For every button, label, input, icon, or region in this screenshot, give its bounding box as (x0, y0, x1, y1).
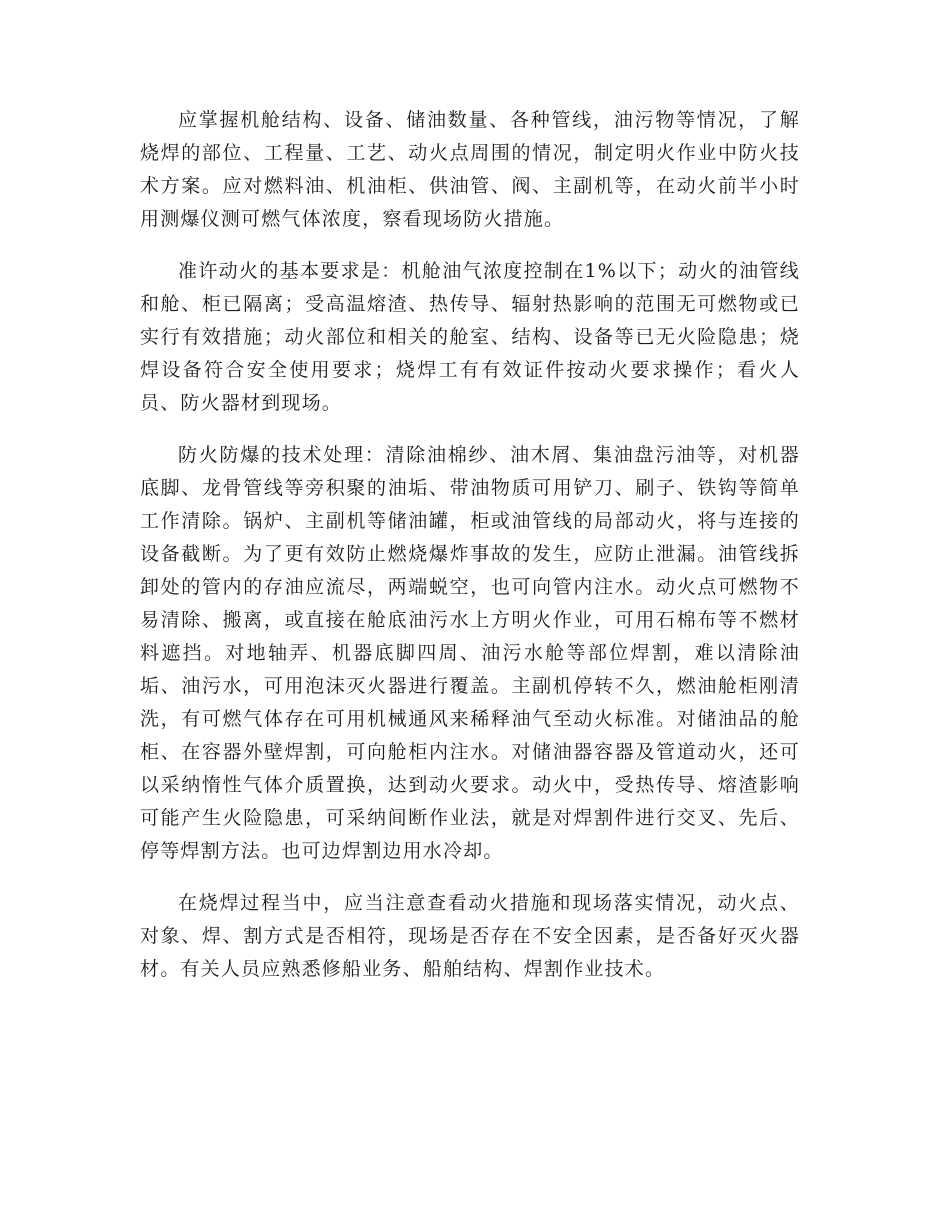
paragraph-4: 在烧焊过程当中，应当注意查看动火措施和现场落实情况，动火点、对象、焊、割方式是否相符，现场是否存在不安全因素，是否备好灭火器材。有关人员应熟悉修船业务、船舶结构、焊割作业技术。 (140, 892, 800, 980)
paragraph-2: 准许动火的基本要求是：机舱油气浓度控制在1%以下；动火的油管线和舱、柜已隔离；受高温熔渣、热传导、辐射热影响的范围无可燃物或已实行有效措施；动火部位和相关的舱室、结构、设备等已无火险隐患；烧焊设备符合安全使用要求；烧焊工有有效证件按动火要求操作；看火人员、防火器材到现场。 (140, 260, 800, 414)
paragraph-3: 防火防爆的技术处理：清除油棉纱、油木屑、集油盘污油等，对机器底脚、龙骨管线等旁积聚的油垢、带油物质可用铲刀、刷子、铁钩等简单工作清除。锅炉、主副机等储油罐，柜或油管线的局部动火，将与连接的设备截断。为了更有效防止燃烧爆炸事故的发生，应防止泄漏。油管线拆卸处的管内的存油应流尽，两端蜕空，也可向管内注水。动火点可燃物不易清除、搬离，或直接在舱底油污水上方明火作业，可用石棉布等不燃材料遮挡。对地轴弄、机器底脚四周、油污水舱等部位焊割，难以清除油垢、油污水，可用泡沫灭火器进行覆盖。主副机停转不久，燃油舱柜刚清洗，有可燃气体存在可用机械通风来稀释油气至动火标准。对储油品的舱柜、在容器外壁焊割，可向舱柜内注水。对储油器容器及管道动火，还可以采纳惰性气体介质置换，达到动火要求。动火中，受热传导、熔渣影响可能产生火险隐患，可采纳间断作业法，就是对焊割件进行交叉、先后、停等焊割方法。也可边焊割边用水冷却。 (140, 444, 800, 862)
document-body (140, 104, 800, 1005)
paragraph-1: 应掌握机舱结构、设备、储油数量、各种管线，油污物等情况，了解烧焊的部位、工程量、工艺、动火点周围的情况，制定明火作业中防火技术方案。应对燃料油、机油柜、供油管、阀、主副机等，在动火前半小时用测爆仪测可燃气体浓度，察看现场防火措施。 (140, 109, 800, 230)
